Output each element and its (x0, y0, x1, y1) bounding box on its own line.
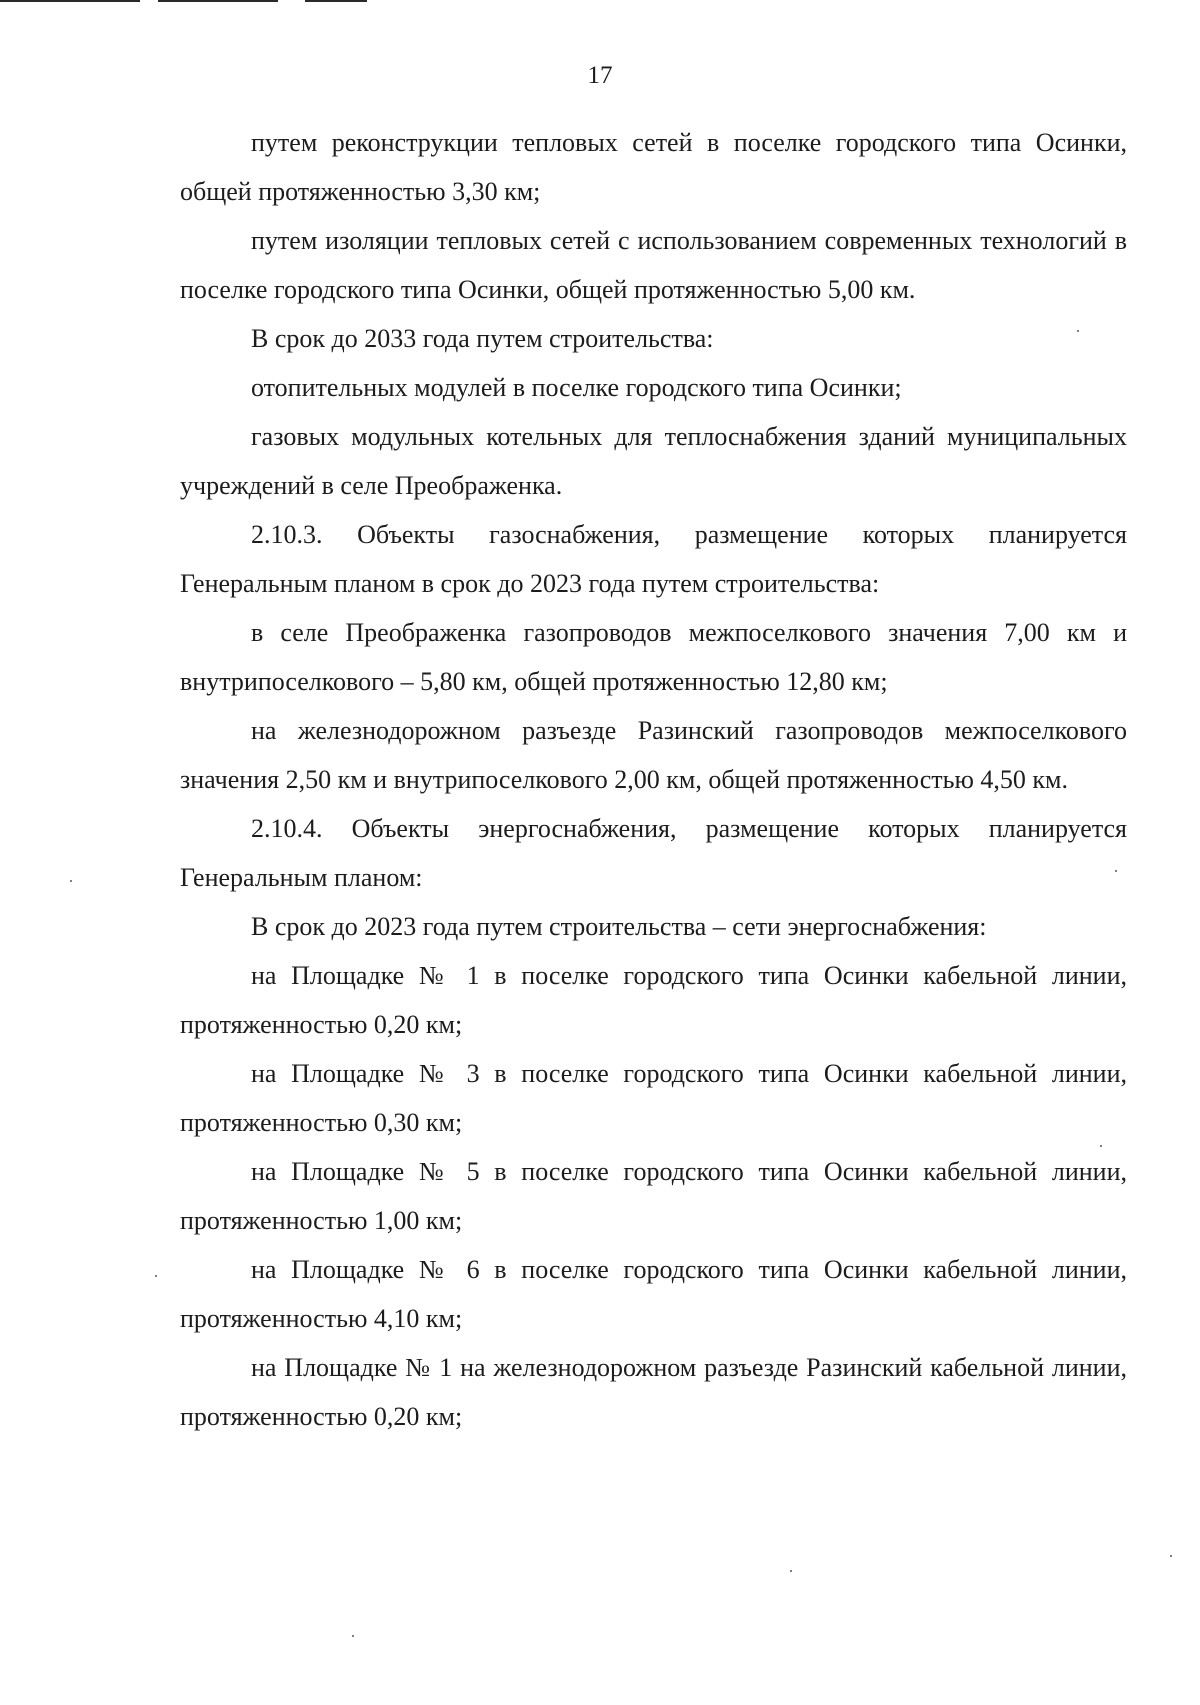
paragraph: путем изоляции тепловых сетей с использованием современных технологий в поселке городского типа Осинки, общей протяженностью 5,00 км. (180, 226, 1127, 304)
scan-speck (70, 880, 72, 882)
scan-speck (1100, 1145, 1102, 1147)
paragraph: газовых модульных котельных для теплоснабжения зданий муниципальных учреждений в селе Преображенка. (180, 422, 1127, 500)
document-body (180, 118, 1127, 1441)
scan-speck (1077, 330, 1079, 332)
paragraph: отопительных модулей в поселке городского типа Осинки; (251, 373, 902, 402)
paragraph: на Площадке № 1 на железнодорожном разъезде Разинский кабельной линии, протяженностью 0,20 км; (180, 1353, 1127, 1431)
scan-speck (1115, 870, 1117, 872)
paragraph: на железнодорожном разъезде Разинский газопроводов межпоселкового значения 2,50 км и внутрипоселкового 2,00 км, общей протяженностью 4,50 км. (180, 716, 1127, 794)
scan-edge-mark (0, 0, 140, 2)
paragraph: в селе Преображенка газопроводов межпоселкового значения 7,00 км и внутрипоселкового – 5,80 км, общей протяженностью 12,80 км; (180, 618, 1127, 696)
paragraph: путем реконструкции тепловых сетей в поселке городского типа Осинки, общей протяженностью 3,30 км; (180, 128, 1127, 206)
paragraph: 2.10.4. Объекты энергоснабжения, размещение которых планируется Генеральным планом: (180, 814, 1127, 892)
paragraph: на Площадке № 1 в поселке городского типа Осинки кабельной линии, протяженностью 0,20 км; (180, 961, 1127, 1039)
scan-edge-mark (305, 0, 367, 2)
scan-speck (352, 1635, 354, 1637)
scan-speck (790, 1570, 792, 1572)
paragraph: на Площадке № 5 в поселке городского типа Осинки кабельной линии, протяженностью 1,00 км; (180, 1157, 1127, 1235)
paragraph: на Площадке № 6 в поселке городского типа Осинки кабельной линии, протяженностью 4,10 км; (180, 1255, 1127, 1333)
scan-speck (155, 1275, 157, 1277)
paragraph: В срок до 2023 года путем строительства – сети энергоснабжения: (251, 912, 987, 941)
paragraph: 2.10.3. Объекты газоснабжения, размещение которых планируется Генеральным планом в срок до 2023 года путем строительства: (180, 520, 1127, 598)
scan-edge-mark (158, 0, 278, 2)
paragraph: на Площадке № 3 в поселке городского типа Осинки кабельной линии, протяженностью 0,30 км; (180, 1059, 1127, 1137)
paragraph: В срок до 2033 года путем строительства: (251, 324, 714, 353)
scan-speck (1170, 1555, 1172, 1557)
page-number: 17 (587, 62, 613, 89)
